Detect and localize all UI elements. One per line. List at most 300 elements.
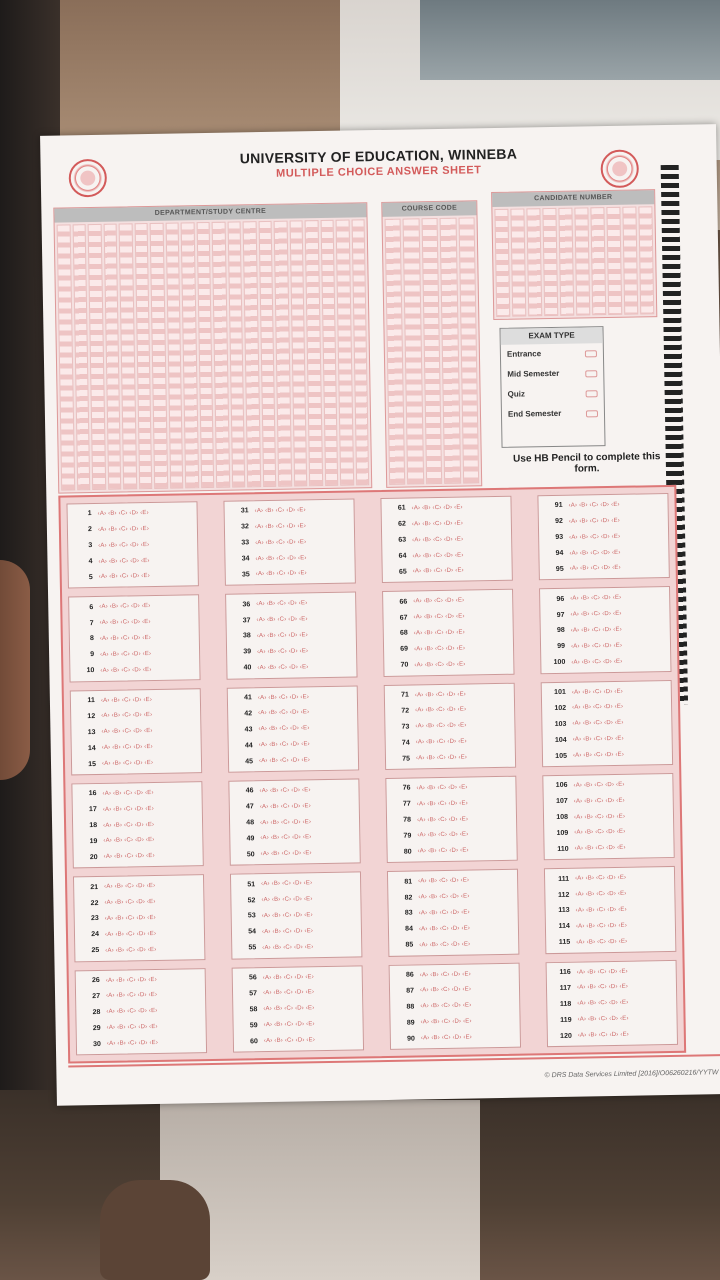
answer-bubbles[interactable]: ‹A› ‹B› ‹C› ‹D› ‹E› <box>569 533 621 541</box>
answer-bubbles[interactable]: ‹A› ‹B› ‹C› ‹D› ‹E› <box>572 751 625 759</box>
answer-bubbles[interactable]: ‹A› ‹B› ‹C› ‹D› ‹E› <box>570 595 622 602</box>
question-number: 35 <box>241 571 250 579</box>
answer-bubbles[interactable]: ‹A› ‹B› ‹C› ‹D› ‹E› <box>261 896 313 904</box>
answer-bubbles[interactable]: ‹A› ‹B› ‹C› ‹D› ‹E› <box>104 899 156 906</box>
answer-bubbles[interactable]: ‹A› ‹B› ‹C› ‹D› ‹E› <box>571 688 624 696</box>
answer-bubbles[interactable]: ‹A› ‹B› ‹C› ‹D› ‹E› <box>260 850 312 858</box>
question-row[interactable] <box>551 996 672 1011</box>
question-row[interactable] <box>80 1004 201 1019</box>
question-row[interactable] <box>75 692 196 707</box>
answer-bubbles[interactable]: ‹A› ‹B› ‹C› ‹D› ‹E› <box>254 507 306 515</box>
answer-bubbles[interactable]: ‹A› ‹B› ‹C› ‹D› ‹E› <box>576 984 629 992</box>
answer-bubbles[interactable]: ‹A› ‹B› ‹C› ‹D› ‹E› <box>576 968 628 976</box>
answer-bubbles[interactable]: ‹A› ‹B› ‹C› ‹D› ‹E› <box>103 837 155 845</box>
answer-bubbles[interactable]: ‹A› ‹B› ‹C› ‹D› ‹E› <box>100 666 152 674</box>
answer-bubbles[interactable]: ‹A› ‹B› ‹C› ‹D› ‹E› <box>102 805 154 813</box>
question-number: 82 <box>404 894 413 902</box>
background-glass <box>420 0 720 80</box>
question-row[interactable] <box>389 719 510 734</box>
question-row[interactable] <box>551 1012 672 1027</box>
question-row[interactable] <box>79 911 200 926</box>
answer-bubbles[interactable]: ‹A› ‹B› ‹C› ‹D› ‹E› <box>575 922 628 930</box>
bubble-column[interactable] <box>526 208 542 316</box>
question-row[interactable] <box>543 545 664 560</box>
question-row[interactable] <box>233 737 354 752</box>
question-row[interactable] <box>235 876 356 891</box>
question-row[interactable] <box>387 594 508 609</box>
question-row[interactable] <box>391 796 512 811</box>
answer-bubbles[interactable]: ‹A› ‹B› ‹C› ‹D› ‹E› <box>98 557 150 565</box>
answer-bubbles[interactable]: ‹A› ‹B› ‹C› ‹D› ‹E› <box>415 738 467 746</box>
answer-bubbles[interactable]: ‹A› ‹B› ‹C› ‹D› ‹E› <box>570 642 623 650</box>
question-row[interactable] <box>545 654 666 669</box>
answer-column <box>223 498 364 1052</box>
question-row[interactable] <box>390 750 511 765</box>
question-row[interactable] <box>394 967 515 982</box>
question-row[interactable] <box>391 844 512 859</box>
question-number: 86 <box>405 971 414 979</box>
question-row[interactable] <box>237 970 358 985</box>
answer-bubbles[interactable]: ‹A› ‹B› ‹C› ‹D› ‹E› <box>261 928 314 935</box>
answer-bubbles[interactable]: ‹A› ‹B› ‹C› ‹D› ‹E› <box>415 706 467 714</box>
question-number: 10 <box>86 667 95 675</box>
question-row[interactable] <box>392 873 513 888</box>
answer-bubbles[interactable]: ‹A› ‹B› ‹C› ‹D› ‹E› <box>576 938 628 946</box>
answer-bubbles[interactable]: ‹A› ‹B› ‹C› ‹D› ‹E› <box>259 787 311 795</box>
bubble-column[interactable] <box>590 207 606 315</box>
question-number: 40 <box>243 664 252 672</box>
bubble-column[interactable] <box>558 208 574 316</box>
bubble-column[interactable] <box>510 208 526 316</box>
question-number: 17 <box>88 806 97 814</box>
answer-bubbles[interactable]: ‹A› ‹B› ‹C› ‹D› ‹E› <box>417 847 469 855</box>
question-row[interactable] <box>548 809 669 824</box>
answer-bubbles[interactable]: ‹A› ‹B› ‹C› ‹D› ‹E› <box>97 525 150 533</box>
answer-bubbles[interactable]: ‹A› ‹B› ‹C› ‹D› ‹E› <box>101 712 153 720</box>
question-number: 92 <box>555 518 563 526</box>
question-row[interactable] <box>390 734 511 749</box>
answer-bubbles[interactable]: ‹A› ‹B› ‹C› ‹D› ‹E› <box>262 973 314 981</box>
question-row[interactable] <box>551 980 672 995</box>
question-row[interactable] <box>234 815 355 830</box>
answer-bubbles[interactable]: ‹A› ‹B› ‹C› ‹D› ‹E› <box>419 971 471 978</box>
question-row[interactable] <box>391 812 512 827</box>
question-row[interactable] <box>237 1017 358 1032</box>
question-row[interactable] <box>552 1027 673 1042</box>
question-number: 8 <box>89 635 94 643</box>
question-row[interactable] <box>77 833 198 848</box>
question-row[interactable] <box>393 905 514 920</box>
answer-bubbles[interactable]: ‹A› ‹B› ‹C› ‹D› ‹E› <box>412 552 464 559</box>
question-row[interactable] <box>385 500 506 515</box>
question-row[interactable] <box>543 513 664 528</box>
answer-bubbles[interactable]: ‹A› ‹B› ‹C› ‹D› ‹E› <box>97 509 149 517</box>
question-row[interactable] <box>79 927 200 942</box>
answer-bubbles[interactable]: ‹A› ‹B› ‹C› ‹D› ‹E› <box>105 946 157 954</box>
question-number: 80 <box>403 848 412 856</box>
question-block <box>75 968 207 1056</box>
question-row[interactable] <box>77 802 198 817</box>
question-row[interactable] <box>230 612 351 627</box>
question-number: 115 <box>558 938 571 947</box>
question-row[interactable] <box>234 799 355 814</box>
shoe <box>100 1180 210 1280</box>
question-row[interactable] <box>542 497 663 512</box>
question-row[interactable] <box>546 700 667 715</box>
question-row[interactable] <box>547 748 668 763</box>
question-number: 57 <box>249 990 258 998</box>
answer-bubbles[interactable]: ‹A› ‹B› ‹C› ‹D› ‹E› <box>412 567 464 575</box>
question-row[interactable] <box>550 918 671 933</box>
answer-bubbles[interactable]: ‹A› ‹B› ‹C› ‹D› ‹E› <box>569 549 621 557</box>
answer-bubbles[interactable]: ‹A› ‹B› ‹C› ‹D› ‹E› <box>99 619 151 627</box>
question-number: 6 <box>89 603 94 611</box>
answer-bubbles[interactable]: ‹A› ‹B› ‹C› ‹D› ‹E› <box>575 890 627 898</box>
answer-bubbles[interactable]: ‹A› ‹B› ‹C› ‹D› ‹E› <box>414 691 467 699</box>
answer-bubbles[interactable]: ‹A› ‹B› ‹C› ‹D› ‹E› <box>261 880 313 888</box>
question-row[interactable] <box>73 615 194 630</box>
answer-bubbles[interactable]: ‹A› ‹B› ‹C› ‹D› ‹E› <box>106 992 158 1000</box>
answer-bubbles[interactable]: ‹A› ‹B› ‹C› ‹D› ‹E› <box>415 722 467 730</box>
answer-bubbles[interactable]: ‹A› ‹B› ‹C› ‹D› ‹E› <box>99 635 152 642</box>
question-row[interactable] <box>545 638 666 653</box>
question-row[interactable] <box>394 1014 515 1029</box>
question-row[interactable] <box>72 553 193 568</box>
answer-bubbles[interactable]: ‹A› ‹B› ‹C› ‹D› ‹E› <box>417 832 469 839</box>
question-row[interactable] <box>238 1033 359 1048</box>
question-row[interactable] <box>76 756 197 771</box>
question-row[interactable] <box>74 631 195 646</box>
question-row[interactable] <box>75 708 196 723</box>
question-row[interactable] <box>229 551 350 566</box>
question-row[interactable] <box>236 940 357 955</box>
answer-bubbles[interactable]: ‹A› ‹B› ‹C› ‹D› ‹E› <box>104 930 157 938</box>
question-number: 53 <box>247 912 256 920</box>
question-row[interactable] <box>548 841 669 856</box>
question-block <box>66 501 198 589</box>
bubble-column[interactable] <box>574 207 590 315</box>
answer-bubbles[interactable]: ‹A› ‹B› ‹C› ‹D› ‹E› <box>413 629 465 637</box>
answer-bubbles[interactable]: ‹A› ‹B› ‹C› ‹D› ‹E› <box>572 704 624 712</box>
question-row[interactable] <box>234 830 355 845</box>
question-row[interactable] <box>549 871 670 886</box>
answer-bubbles[interactable]: ‹A› ‹B› ‹C› ‹D› ‹E› <box>257 663 309 671</box>
bubble-column[interactable] <box>606 207 622 315</box>
question-number: 38 <box>242 632 251 640</box>
answer-bubbles[interactable]: ‹A› ‹B› ‹C› ‹D› ‹E› <box>411 520 464 528</box>
question-number: 107 <box>556 798 568 806</box>
answer-bubbles[interactable]: ‹A› ‹B› ‹C› ‹D› ‹E› <box>255 570 307 578</box>
question-row[interactable] <box>81 1036 202 1051</box>
question-row[interactable] <box>544 561 665 576</box>
exam-type-end-semester[interactable]: End Semester <box>502 403 604 425</box>
question-row[interactable] <box>548 825 669 840</box>
answer-bubbles[interactable]: ‹A› ‹B› ‹C› ‹D› ‹E› <box>98 541 150 549</box>
question-row[interactable] <box>544 607 665 622</box>
question-row[interactable] <box>550 934 671 949</box>
answer-bubbles[interactable]: ‹A› ‹B› ‹C› ‹D› ‹E› <box>418 925 471 933</box>
answer-bubbles[interactable]: ‹A› ‹B› ‹C› ‹D› ‹E› <box>570 610 622 618</box>
question-number: 3 <box>88 542 93 550</box>
question-number: 20 <box>89 853 98 861</box>
answer-bubbles[interactable]: ‹A› ‹B› ‹C› ‹D› ‹E› <box>575 906 627 914</box>
exam-type-quiz[interactable]: Quiz <box>501 383 603 405</box>
question-row[interactable] <box>76 740 197 755</box>
answer-bubbles[interactable]: ‹A› ‹B› ‹C› ‹D› ‹E› <box>103 821 155 829</box>
answer-bubbles[interactable]: ‹A› ‹B› ‹C› ‹D› ‹E› <box>257 693 310 701</box>
question-number: 51 <box>247 880 256 889</box>
bubble-column[interactable] <box>351 219 369 485</box>
question-row[interactable] <box>78 879 199 894</box>
answer-bubbles[interactable]: ‹A› ‹B› ‹C› ‹D› ‹E› <box>418 877 470 885</box>
question-row[interactable] <box>77 817 198 832</box>
question-row[interactable] <box>387 564 508 579</box>
question-row[interactable] <box>81 1020 202 1035</box>
answer-bubbles[interactable]: ‹A› ‹B› ‹C› ‹D› ‹E› <box>577 1031 630 1039</box>
question-row[interactable] <box>386 516 507 531</box>
question-number: 100 <box>553 658 566 667</box>
answer-bubbles[interactable]: ‹A› ‹B› ‹C› ‹D› ‹E› <box>101 728 153 736</box>
answer-bubbles[interactable]: ‹A› ‹B› ‹C› ‹D› ‹E› <box>260 834 312 842</box>
question-row[interactable] <box>549 887 670 902</box>
answer-bubbles[interactable]: ‹A› ‹B› ‹C› ‹D› ‹E› <box>419 941 471 949</box>
answer-bubbles[interactable]: ‹A› ‹B› ‹C› ‹D› ‹E› <box>570 626 622 634</box>
answer-bubbles[interactable]: ‹A› ‹B› ‹C› ‹D› ‹E› <box>259 803 311 810</box>
question-row[interactable] <box>72 522 193 537</box>
answer-bubbles[interactable]: ‹A› ‹B› ‹C› ‹D› ‹E› <box>413 597 465 605</box>
question-row[interactable] <box>393 937 514 952</box>
answer-bubbles[interactable]: ‹A› ‹B› ‹C› ‹D› ‹E› <box>104 914 156 922</box>
answer-bubbles[interactable]: ‹A› ‹B› ‹C› ‹D› ‹E› <box>419 986 472 994</box>
question-row[interactable] <box>551 964 672 979</box>
answer-bubbles[interactable]: ‹A› ‹B› ‹C› ‹D› ‹E› <box>102 789 154 797</box>
question-number: 89 <box>406 1019 415 1027</box>
answer-bubbles[interactable]: ‹A› ‹B› ‹C› ‹D› ‹E› <box>572 720 624 727</box>
question-row[interactable] <box>388 657 509 672</box>
question-row[interactable] <box>389 687 510 702</box>
question-number: 85 <box>405 941 414 949</box>
answer-bubbles[interactable]: ‹A› ‹B› ‹C› ‹D› ‹E› <box>420 1018 472 1026</box>
question-row[interactable] <box>74 647 195 662</box>
bubble-column[interactable] <box>542 208 558 316</box>
answer-bubbles[interactable]: ‹A› ‹B› ‹C› ‹D› ‹E› <box>263 1021 315 1029</box>
question-row[interactable] <box>389 703 510 718</box>
answer-bubbles[interactable]: ‹A› ‹B› ‹C› ‹D› ‹E› <box>414 645 466 653</box>
question-row[interactable] <box>232 721 353 736</box>
answer-bubbles[interactable]: ‹A› ‹B› ‹C› ‹D› ‹E› <box>260 818 312 826</box>
exam-type-entrance[interactable]: Entrance <box>501 343 603 365</box>
question-row[interactable] <box>231 644 352 659</box>
answer-bubbles[interactable]: ‹A› ‹B› ‹C› ‹D› ‹E› <box>411 504 463 512</box>
answer-bubbles[interactable]: ‹A› ‹B› ‹C› ‹D› ‹E› <box>257 648 309 656</box>
question-row[interactable] <box>80 972 201 987</box>
question-row[interactable] <box>72 506 193 521</box>
question-row[interactable] <box>547 732 668 747</box>
bubble-column[interactable] <box>421 218 442 484</box>
answer-bubbles[interactable]: ‹A› ‹B› ‹C› ‹D› ‹E› <box>100 650 152 658</box>
answer-bubbles[interactable]: ‹A› ‹B› ‹C› ‹D› ‹E› <box>101 744 153 752</box>
question-row[interactable] <box>395 1030 516 1045</box>
answer-bubbles[interactable]: ‹A› ‹B› ‹C› ‹D› ‹E› <box>104 883 156 891</box>
question-number: 37 <box>242 616 251 625</box>
question-row[interactable] <box>237 1001 358 1016</box>
question-row[interactable] <box>233 753 354 768</box>
answer-bubbles[interactable]: ‹A› ‹B› ‹C› ‹D› ‹E› <box>98 573 150 581</box>
exam-type-mid-semester[interactable]: Mid Semester <box>501 363 603 385</box>
bubble-column[interactable] <box>403 218 424 484</box>
question-number: 105 <box>555 752 568 760</box>
answer-bubbles[interactable]: ‹A› ‹B› ‹C› ‹D› ‹E› <box>255 538 307 546</box>
answer-bubbles[interactable]: ‹A› ‹B› ‹C› ‹D› ‹E› <box>258 741 310 749</box>
answer-bubbles[interactable]: ‹A› ‹B› ‹C› ‹D› ‹E› <box>574 845 626 853</box>
question-row[interactable] <box>546 684 667 699</box>
question-row[interactable] <box>386 532 507 547</box>
answer-bubbles[interactable]: ‹A› ‹B› ‹C› ‹D› ‹E› <box>106 1024 158 1032</box>
answer-bubbles[interactable]: ‹A› ‹B› ‹C› ‹D› ‹E› <box>569 565 621 573</box>
question-number: 98 <box>556 627 565 635</box>
answer-bubbles[interactable]: ‹A› ‹B› ‹C› ‹D› ‹E› <box>573 813 626 821</box>
question-row[interactable] <box>73 569 194 584</box>
question-row[interactable] <box>229 503 350 518</box>
question-row[interactable] <box>390 780 511 795</box>
answer-bubbles[interactable]: ‹A› ‹B› ‹C› ‹D› ‹E› <box>262 943 314 951</box>
question-row[interactable] <box>236 924 357 939</box>
bubble-column[interactable] <box>458 217 479 483</box>
question-row[interactable] <box>235 846 356 861</box>
question-row[interactable] <box>386 548 507 563</box>
answer-bubbles[interactable]: ‹A› ‹B› ‹C› ‹D› ‹E› <box>258 725 310 733</box>
answer-bubbles[interactable]: ‹A› ‹B› ‹C› ‹D› ‹E› <box>263 1037 316 1045</box>
question-row[interactable] <box>550 902 671 917</box>
bubble-column[interactable] <box>440 218 461 484</box>
question-row[interactable] <box>546 716 667 731</box>
answer-bubbles[interactable]: ‹A› ‹B› ‹C› ‹D› ‹E› <box>412 536 464 544</box>
answer-bubbles[interactable]: ‹A› ‹B› ‹C› ‹D› ‹E› <box>106 1008 158 1016</box>
answer-bubbles[interactable]: ‹A› ‹B› ‹C› ‹D› ‹E› <box>574 829 626 837</box>
answer-bubbles[interactable]: ‹A› ‹B› ‹C› ‹D› ‹E› <box>418 893 470 901</box>
question-row[interactable] <box>79 942 200 957</box>
answer-bubbles[interactable]: ‹A› ‹B› ‹C› ‹D› ‹E› <box>416 800 468 808</box>
question-row[interactable] <box>236 908 357 923</box>
answer-bubbles[interactable]: ‹A› ‹B› ‹C› ‹D› ‹E› <box>99 603 151 611</box>
question-number: 103 <box>554 720 567 728</box>
answer-bubbles[interactable]: ‹A› ‹B› ‹C› ‹D› ‹E› <box>255 554 307 562</box>
question-row[interactable] <box>388 625 509 640</box>
question-row[interactable] <box>232 705 353 720</box>
question-number: 117 <box>559 984 572 992</box>
answer-bubbles[interactable]: ‹A› ‹B› ‹C› ‹D› ‹E› <box>100 696 153 704</box>
question-row[interactable] <box>235 892 356 907</box>
answer-bubbles[interactable]: ‹A› ‹B› ‹C› ‹D› ‹E› <box>575 875 627 882</box>
question-number: 28 <box>92 1008 101 1016</box>
answer-bubbles[interactable]: ‹A› ‹B› ‹C› ‹D› ‹E› <box>254 523 307 530</box>
question-row[interactable] <box>72 537 193 552</box>
question-row[interactable] <box>392 889 513 904</box>
question-row[interactable] <box>543 529 664 544</box>
question-row[interactable] <box>387 609 508 624</box>
answer-bubbles[interactable]: ‹A› ‹B› ‹C› ‹D› ‹E› <box>261 912 313 920</box>
answer-bubbles[interactable]: ‹A› ‹B› ‹C› ‹D› ‹E› <box>415 754 468 762</box>
answer-bubbles[interactable]: ‹A› ‹B› ‹C› ‹D› ‹E› <box>418 909 470 917</box>
question-number: 102 <box>554 704 567 712</box>
question-block <box>385 776 517 864</box>
bubble-column[interactable] <box>622 207 638 315</box>
answer-bubbles[interactable]: ‹A› ‹B› ‹C› ‹D› ‹E› <box>577 1015 629 1023</box>
question-row[interactable] <box>388 641 509 656</box>
question-row[interactable] <box>74 662 195 677</box>
answer-bubbles[interactable]: ‹A› ‹B› ‹C› ‹D› ‹E› <box>414 661 466 669</box>
question-row[interactable] <box>231 628 352 643</box>
question-row[interactable] <box>548 793 669 808</box>
question-number: 69 <box>400 645 409 654</box>
question-row[interactable] <box>393 921 514 936</box>
question-row[interactable] <box>230 566 351 581</box>
question-row[interactable] <box>78 895 199 910</box>
question-row[interactable] <box>233 783 354 798</box>
answer-bubbles[interactable]: ‹A› ‹B› ‹C› ‹D› ‹E› <box>258 757 311 765</box>
question-block <box>544 866 676 954</box>
question-row[interactable] <box>80 988 201 1003</box>
answer-bubbles[interactable]: ‹A› ‹B› ‹C› ‹D› ‹E› <box>568 501 620 509</box>
answer-bubbles[interactable]: ‹A› ‹B› ‹C› ‹D› ‹E› <box>256 600 308 608</box>
answer-bubbles[interactable]: ‹A› ‹B› ‹C› ‹D› ‹E› <box>416 816 469 824</box>
question-row[interactable] <box>231 660 352 675</box>
answer-bubbles[interactable]: ‹A› ‹B› ‹C› ‹D› ‹E› <box>101 760 154 767</box>
bubble-column[interactable] <box>638 206 654 314</box>
question-row[interactable] <box>76 786 197 801</box>
answer-bubbles[interactable]: ‹A› ‹B› ‹C› ‹D› ‹E› <box>413 613 465 621</box>
question-row[interactable] <box>547 777 668 792</box>
bubble-column[interactable] <box>494 209 510 317</box>
answer-bubbles[interactable]: ‹A› ‹B› ‹C› ‹D› ‹E› <box>263 989 315 997</box>
question-row[interactable] <box>394 999 515 1014</box>
answer-bubbles[interactable]: ‹A› ‹B› ‹C› ‹D› ‹E› <box>105 976 157 984</box>
question-number: 93 <box>555 533 564 542</box>
answer-bubbles[interactable]: ‹A› ‹B› ‹C› ‹D› ‹E› <box>568 517 621 525</box>
question-row[interactable] <box>73 599 194 614</box>
answer-bubbles[interactable]: ‹A› ‹B› ‹C› ‹D› ‹E› <box>258 709 310 717</box>
question-row[interactable] <box>78 849 199 864</box>
answer-bubbles[interactable]: ‹A› ‹B› ‹C› ‹D› ‹E› <box>103 853 155 861</box>
answer-bubbles[interactable]: ‹A› ‹B› ‹C› ‹D› ‹E› <box>572 735 624 743</box>
answer-bubbles[interactable]: ‹A› ‹B› ‹C› ‹D› ‹E› <box>106 1039 159 1047</box>
answer-bubbles[interactable]: ‹A› ‹B› ‹C› ‹D› ‹E› <box>256 616 308 624</box>
answer-bubbles[interactable]: ‹A› ‹B› ‹C› ‹D› ‹E› <box>416 784 468 792</box>
question-row[interactable] <box>229 519 350 534</box>
answer-bubbles[interactable]: ‹A› ‹B› ‹C› ‹D› ‹E› <box>256 632 308 640</box>
question-row[interactable] <box>544 591 665 606</box>
answer-bubbles[interactable]: ‹A› ‹B› ‹C› ‹D› ‹E› <box>571 658 623 666</box>
answer-bubbles[interactable]: ‹A› ‹B› ‹C› ‹D› ‹E› <box>577 1000 629 1007</box>
answer-bubbles[interactable]: ‹A› ‹B› ‹C› ‹D› ‹E› <box>573 797 625 805</box>
question-block <box>541 680 673 768</box>
question-number: 66 <box>399 598 408 606</box>
answer-bubbles[interactable]: ‹A› ‹B› ‹C› ‹D› ‹E› <box>420 1002 472 1010</box>
question-row[interactable] <box>230 596 351 611</box>
question-row[interactable] <box>391 828 512 843</box>
course-code-header: COURSE CODE <box>382 201 476 217</box>
question-row[interactable] <box>232 690 353 705</box>
question-row[interactable] <box>229 535 350 550</box>
answer-bubbles[interactable]: ‹A› ‹B› ‹C› ‹D› ‹E› <box>573 781 625 789</box>
answer-bubbles[interactable]: ‹A› ‹B› ‹C› ‹D› ‹E› <box>263 1005 315 1013</box>
question-row[interactable] <box>75 724 196 739</box>
answer-bubbles[interactable]: ‹A› ‹B› ‹C› ‹D› ‹E› <box>420 1034 473 1042</box>
bubble-column[interactable] <box>385 219 406 485</box>
question-row[interactable] <box>545 623 666 638</box>
question-row[interactable] <box>237 985 358 1000</box>
question-row[interactable] <box>394 983 515 998</box>
